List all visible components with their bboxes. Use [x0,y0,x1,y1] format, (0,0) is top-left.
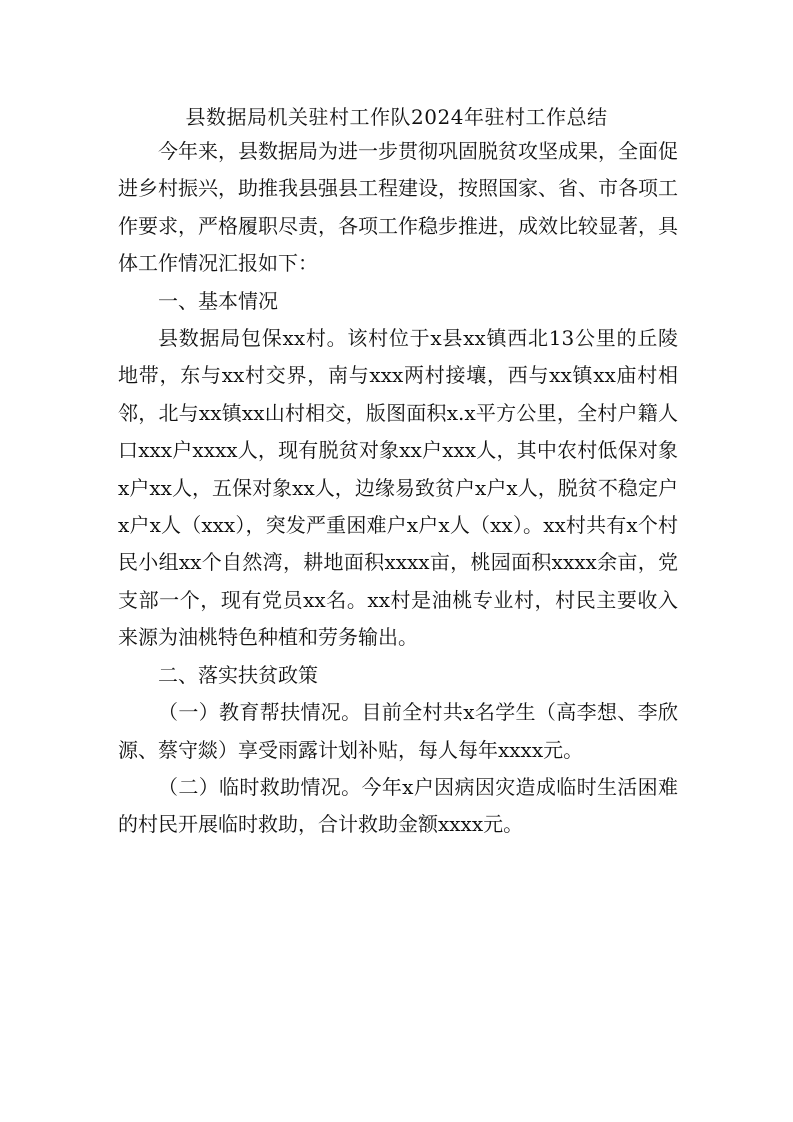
education-aid-paragraph: （一）教育帮扶情况。目前全村共x名学生（高李想、李欣源、蔡守燚）享受雨露计划补贴，每人每年xxxx元。 [118,700,678,762]
document-title: 县数据局机关驻村工作队2024年驻村工作总结 [185,105,608,129]
document-body [118,133,678,844]
temporary-relief-paragraph: （二）临时救助情况。今年x户因病因灾造成临时生活困难的村民开展临时救助，合计救助金额xxxx元。 [118,774,678,837]
section-heading-policy: 二、落实扶贫政策 [158,662,318,687]
intro-paragraph: 今年来，县数据局为进一步贯彻巩固脱贫攻坚成果，全面促进乡村振兴，助推我县强县工程建设，按照国家、省、市各项工作要求，严格履职尽责，各项工作稳步推进，成效比较显著，具体工作情况汇报如下： [118,139,678,276]
section-heading-basic-info: 一、基本情况 [158,288,278,313]
basic-info-paragraph: 县数据局包保xx村。该村位于x县xx镇西北13公里的丘陵地带，东与xx村交界，南与xxx两村接壤，西与xx镇xx庙村相邻，北与xx镇xx山村相交，版图面积x.x平方公里，全村户籍人口xxx户xxxx人，现有脱贫对象xx户xxx人，其中农村低保对象x户xx人，五保对象xx人，边缘易致贫户x户x人，脱贫不稳定户x户x人（xxx），突发严重困难户x户x人（xx）。xx村共有x个村民小组xx个自然湾，耕地面积xxxx亩，桃园面积xxxx余亩，党支部一个，现有党员xx名。xx村是油桃专业村，村民主要收入来源为油桃特色种植和劳务输出。 [118,326,678,650]
